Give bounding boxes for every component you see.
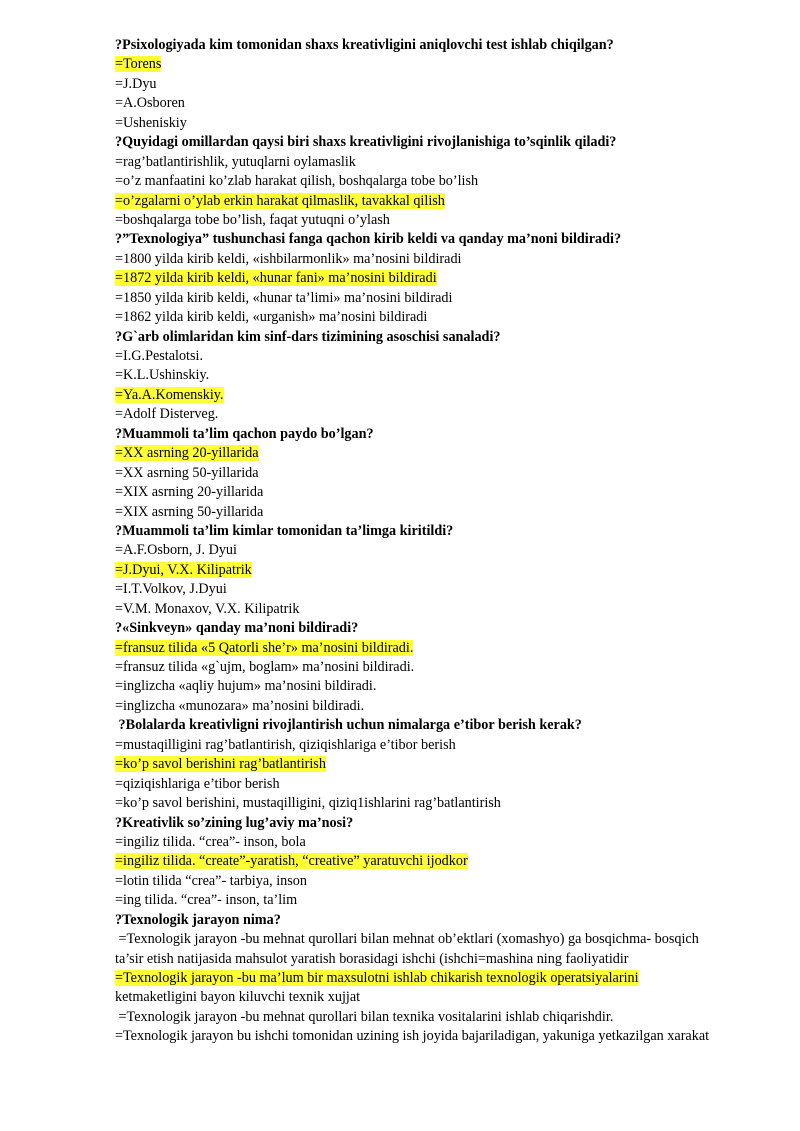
answer-option: =Adolf Disterveg. [115, 406, 219, 423]
answer-option: =lotin tilida “crea”- tarbiya, inson [115, 872, 307, 889]
answer-option: =boshqalarga tobe bo’lish, faqat yutuqni o’ylash [115, 211, 390, 228]
answer-option-correct: =Ya.A.Komenskiy. [115, 386, 224, 403]
answer-option-correct: =Torens [115, 56, 162, 73]
question-text: ?Psixologiyada kim tomonidan shaxs kreativligini aniqlovchi test ishlab chiqilgan? [115, 37, 614, 53]
answer-option-correct: =o’zgalarni o’ylab erkin harakat qilmaslik, tavakkal qilish [115, 192, 445, 209]
answer-option: =ingiliz tilida. “crea”- inson, bola [115, 833, 306, 850]
answer-option: =Texnologik jarayon -bu mehnat qurollari bilan mehnat ob’ektlari (xomashyo) ga bosqichma- bosqich [115, 931, 699, 948]
question-text: ?”Texnologiya” tushunchasi fanga qachon kirib keldi va qanday ma’noni bildiradi? [115, 231, 622, 248]
answer-option: =Usheniskiy [115, 114, 187, 131]
answer-option: =1850 yilda kirib keldi, «hunar ta’limi» ma’nosini bildiradi [115, 289, 453, 306]
question-text: ?Bolalarda kreativligni rivojlantirish uchun nimalarga e’tibor berish kerak? [115, 717, 582, 734]
question-text: ?G`arb olimlaridan kim sinf-dars tizimining asoschisi sanaladi? [115, 328, 501, 345]
answer-option-continuation: ta’sir etish natijasida mahsulot yaratish borasidagi ishchi (ishchi=mashina ning faoliyatidir [115, 950, 629, 967]
answer-option: =ko’p savol berishini, mustaqilligini, qiziq1ishlarini rag’batlantirish [115, 795, 501, 812]
answer-option-correct: =J.Dyui, V.X. Kilipatrik [115, 561, 252, 578]
answer-option: =qiziqishlariga e’tibor berish [115, 775, 280, 792]
answer-option: =1800 yilda kirib keldi, «ishbilarmonlik» ma’nosini bildiradi [115, 250, 462, 267]
question-text: ?Kreativlik so’zining lug’aviy ma’nosi? [115, 814, 354, 831]
answer-option: =A.F.Osborn, J. Dyui [115, 542, 237, 559]
question-text: ?Muammoli ta’lim kimlar tomonidan ta’limga kiritildi? [115, 522, 454, 539]
answer-option-correct: =fransuz tilida «5 Qatorli she’r» ma’nosini bildiradi. [115, 639, 414, 656]
answer-option: =XIX asrning 20-yillarida [115, 484, 264, 501]
answer-option: =inglizcha «aqliy hujum» ma’nosini bildiradi. [115, 678, 377, 695]
answer-option: =XIX asrning 50-yillarida [115, 503, 264, 520]
answer-option: =I.G.Pestalotsi. [115, 348, 203, 364]
answer-option-correct: =XX asrning 20-yillarida [115, 445, 259, 462]
answer-option-correct: =Texnologik jarayon -bu ma’lum bir maxsulotni ishlab chikarish texnologik operatsiyalarini [115, 970, 639, 986]
answer-option: =fransuz tilida «g`ujm, boglam» ma’nosini bildiradi. [115, 659, 415, 675]
answer-option: =Texnologik jarayon bu ishchi tomonidan uzining ish joyida bajariladigan, yakuniga yetkazilgan xarakat [115, 1028, 710, 1045]
answer-option-correct: =ingiliz tilida. “create”-yaratish, “creative” yaratuvchi ijodkor [115, 853, 468, 870]
question-text: ?«Sinkveyn» qanday ma’noni bildiradi? [115, 620, 359, 637]
answer-option-correct: =1872 yilda kirib keldi, «hunar fani» ma’nosini bildiradi [115, 270, 437, 287]
quiz-content [115, 36, 775, 1047]
answer-option: =I.T.Volkov, J.Dyui [115, 581, 227, 598]
answer-option: =mustaqilligini rag’batlantirish, qiziqishlariga e’tibor berish [115, 736, 456, 753]
answer-option: =A.Osboren [115, 95, 185, 112]
answer-option-continuation: ketmaketligini bayon kiluvchi texnik xujjat [115, 989, 361, 1006]
question-text: ?Texnologik jarayon nima? [115, 911, 281, 928]
answer-option: =ing tilida. “crea”- inson, ta’lim [115, 892, 298, 909]
answer-option: =inglizcha «munozara» ma’nosini bildiradi. [115, 697, 365, 714]
question-text: ?Quyidagi omillardan qaysi biri shaxs kreativligini rivojlanishiga to’sqinlik qiladi? [115, 134, 617, 151]
answer-option: =V.M. Monaxov, V.X. Kilipatrik [115, 600, 300, 617]
answer-option: =K.L.Ushinskiy. [115, 367, 210, 384]
answer-option: =J.Dyu [115, 75, 157, 92]
answer-option: =Texnologik jarayon -bu mehnat qurollari bilan texnika vositalarini ishlab chiqarishdir. [115, 1008, 614, 1025]
answer-option: =XX asrning 50-yillarida [115, 464, 259, 481]
answer-option: =rag’batlantirishlik, yutuqlarni oylamaslik [115, 153, 356, 170]
answer-option: =1862 yilda kirib keldi, «urganish» ma’nosini bildiradi [115, 309, 428, 326]
question-text: ?Muammoli ta’lim qachon paydo bo’lgan? [115, 425, 374, 442]
answer-option-correct: =ko’p savol berishini rag’batlantirish [115, 756, 326, 773]
answer-option: =o’z manfaatini ko’zlab harakat qilish, boshqalarga tobe bo’lish [115, 173, 479, 190]
